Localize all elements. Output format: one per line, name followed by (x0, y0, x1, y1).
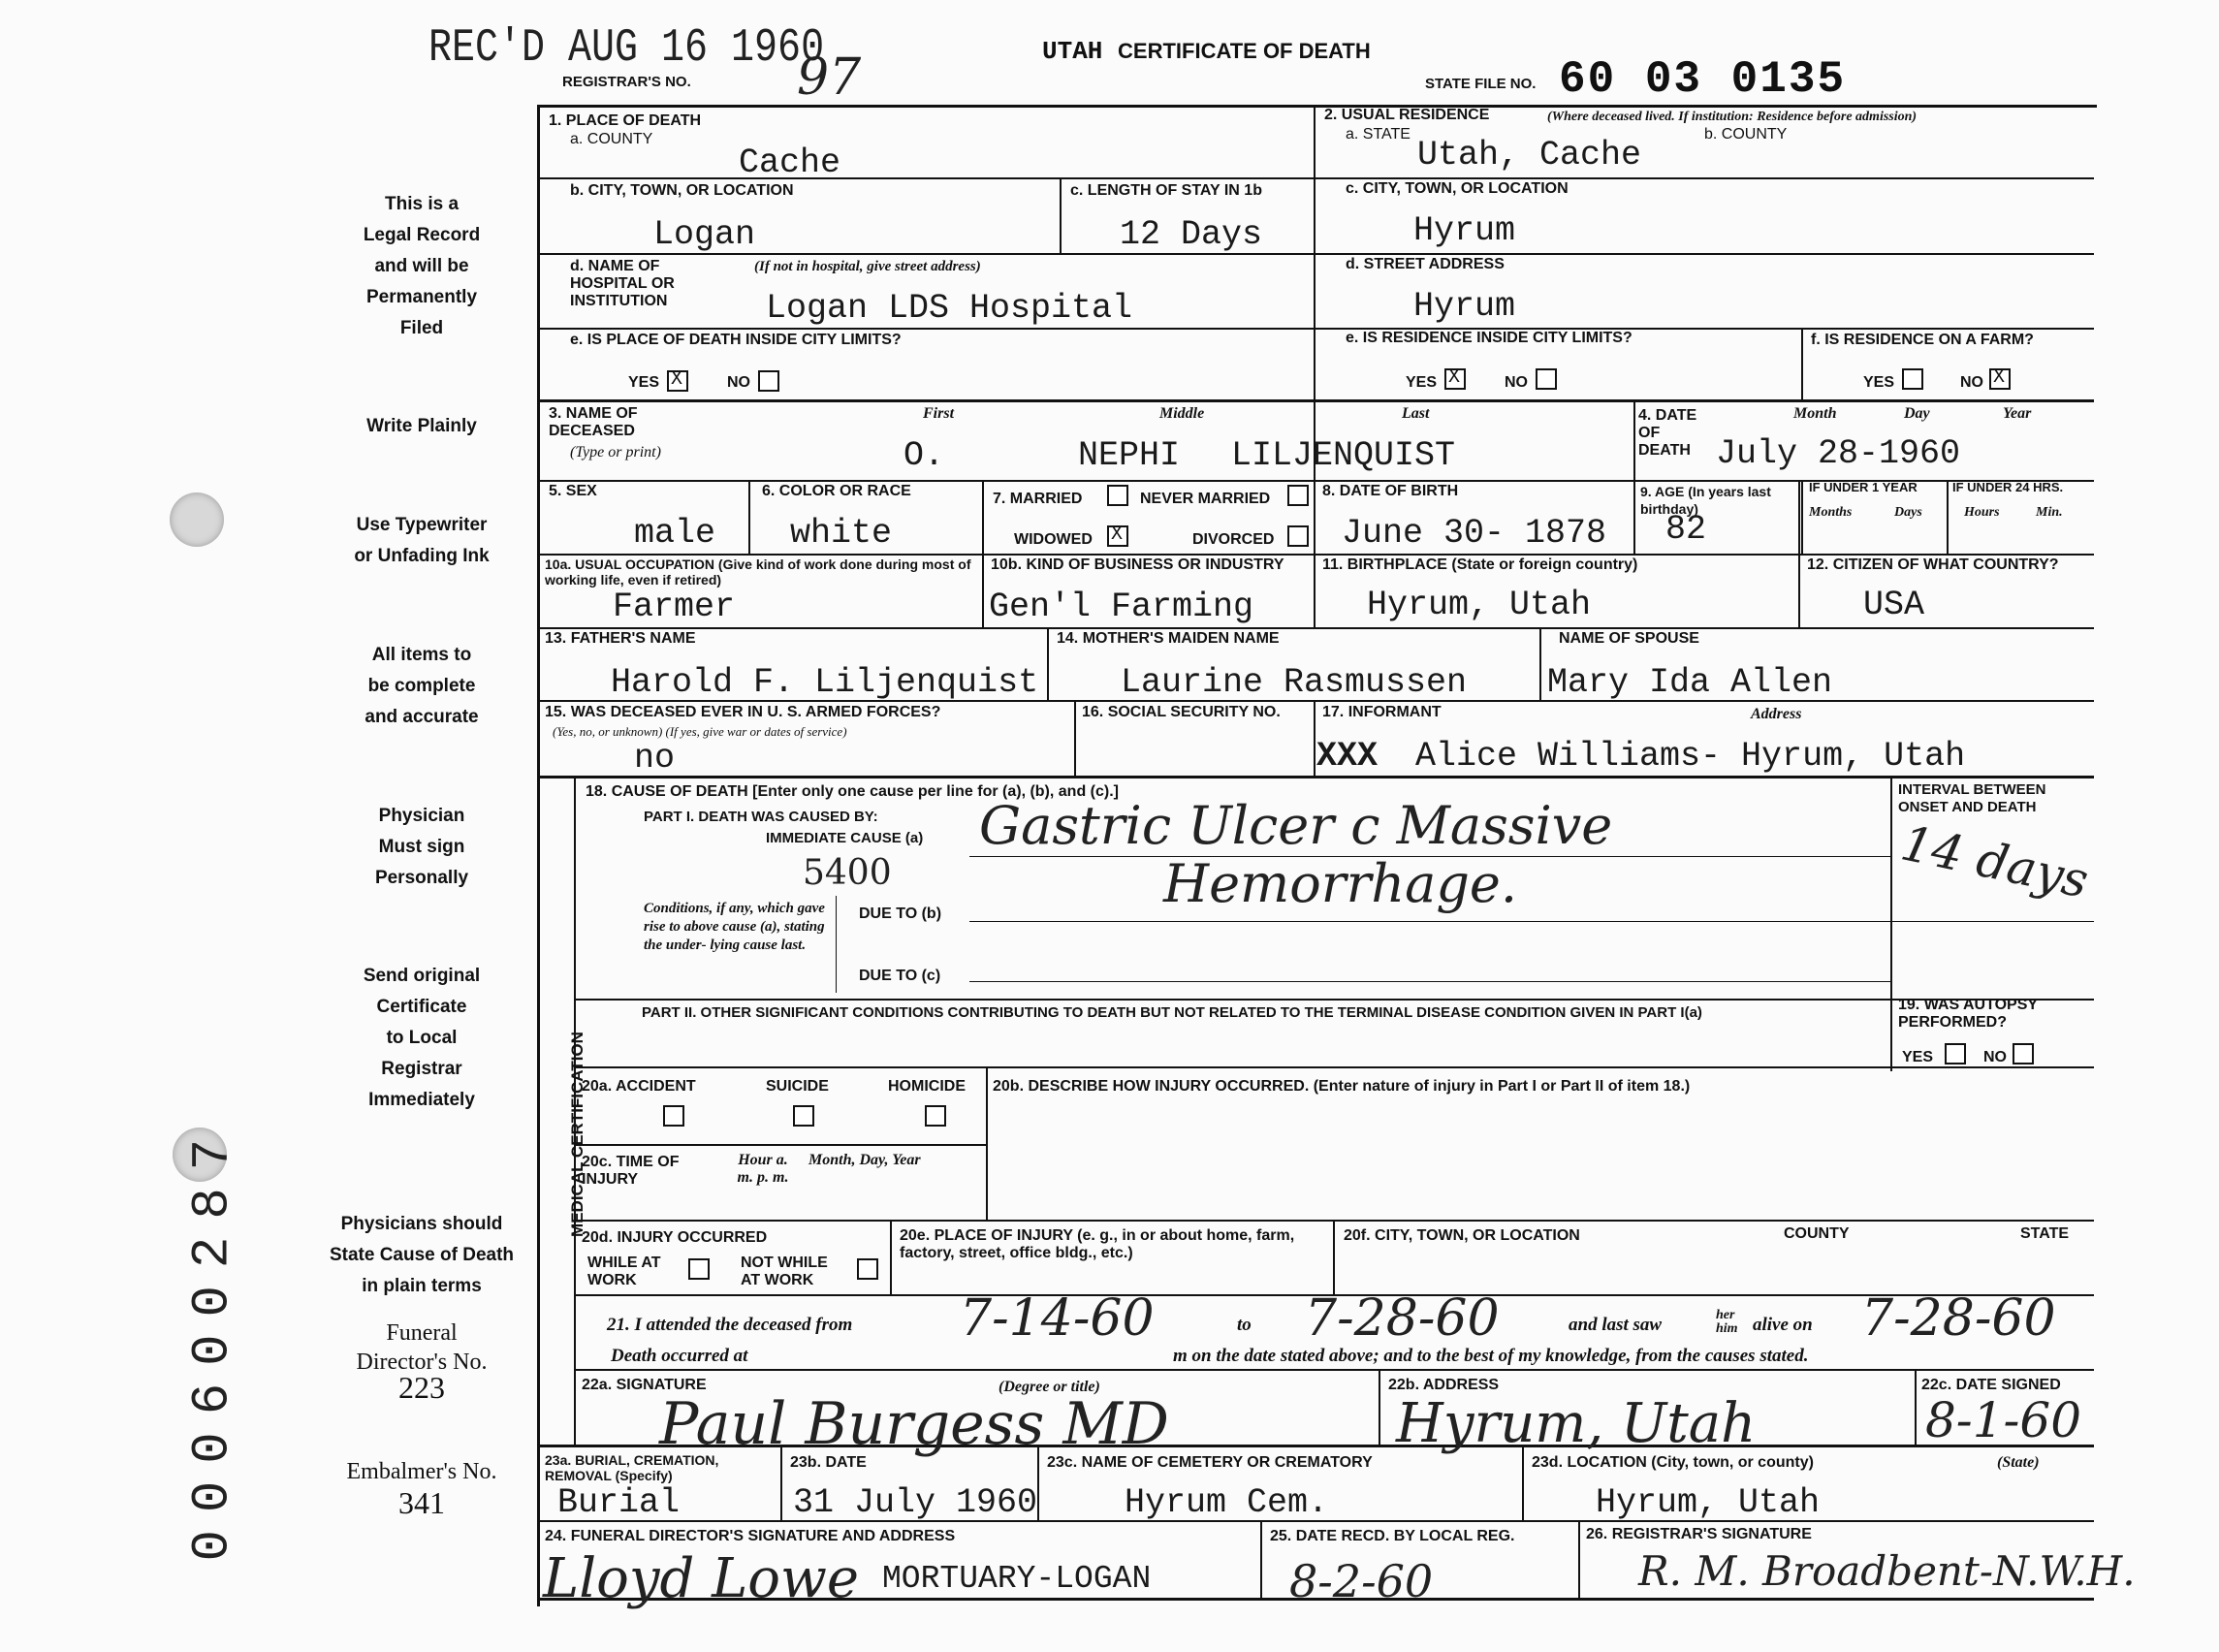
label-under-24-hours: IF UNDER 24 HRS. (1952, 480, 2064, 494)
label-time-of-injury: 20c. TIME OF INJURY (582, 1154, 680, 1188)
no-label: NO (1505, 374, 1528, 391)
label-months: Months (1809, 505, 1853, 520)
value-armed-forces: no (634, 739, 676, 778)
value-informant: Alice Williams- Hyrum, Utah (1415, 737, 1966, 776)
label-while-at-work: WHILE AT WORK (587, 1255, 661, 1288)
label-first: First (923, 405, 955, 422)
checkbox-accident[interactable] (663, 1105, 684, 1127)
yes-label: YES (1406, 374, 1438, 391)
label-cemetery: 23c. NAME OF CEMETERY OR CREMATORY (1047, 1454, 1373, 1471)
value-middle-name: NEPHI (1078, 436, 1181, 475)
value-date-of-birth: June 30- 1878 (1342, 514, 1607, 553)
label-divorced: DIVORCED (1192, 531, 1275, 548)
checkbox-never-married[interactable] (1287, 485, 1309, 506)
value-cause-code: 5400 (803, 853, 892, 893)
value-funeral-director-signature: Lloyd Lowe (543, 1547, 860, 1610)
value-burial: Burial (557, 1483, 681, 1522)
value-physician-address: Hyrum, Utah (1396, 1392, 1757, 1455)
embalmer-label: Embalmer's No. (346, 1459, 497, 1484)
checkbox-autopsy-no[interactable] (2013, 1043, 2034, 1064)
value-last-saw: 7-28-60 (1861, 1289, 2056, 1348)
sidebar-write-plainly: Write Plainly (366, 416, 477, 436)
funeral-director-no: 223 (398, 1370, 445, 1405)
label-death-occurred-statement: m on the date stated above; and to the best of my knowledge, from the causes stated. (1173, 1346, 1809, 1366)
checkbox-inside-limits-yes[interactable]: X (667, 370, 688, 392)
vertical-document-number: 000600287 (183, 1121, 243, 1562)
label-age: 9. AGE (In years last birthday) (1640, 484, 1771, 517)
label-suicide: SUICIDE (766, 1078, 829, 1095)
label-part-2: PART II. OTHER SIGNIFICANT CONDITIONS CONTRIBUTING TO DEATH BUT NOT RELATED TO THE TERMINAL DISEASE CONDITION GIVEN IN PART I(a) (642, 1004, 1702, 1021)
label-street-address: d. STREET ADDRESS (1346, 256, 1505, 272)
label-place-of-injury: 20e. PLACE OF INJURY (e. g., in or about home, farm, factory, street, office bldg., etc.) (900, 1227, 1295, 1261)
label-spouse: NAME OF SPOUSE (1559, 630, 1699, 647)
label-injury-city: 20f. CITY, TOWN, OR LOCATION (1344, 1227, 1580, 1244)
label-birthplace: 11. BIRTHPLACE (State or foreign country) (1322, 556, 1638, 573)
label-burial: 23a. BURIAL, CREMATION, REMOVAL (Specify) (545, 1452, 719, 1483)
label-informant: 17. INFORMANT (1322, 704, 1442, 720)
checkbox-widowed[interactable]: X (1107, 525, 1128, 547)
value-burial-date: 31 July 1960 (793, 1483, 1038, 1522)
label-length-of-stay: c. LENGTH OF STAY IN 1b (1070, 182, 1262, 199)
label-residence-note: (Where deceased lived. If institution: Residence before admission) (1547, 110, 1918, 124)
label-cause-of-death: 18. CAUSE OF DEATH [Enter only one cause per line for (a), (b), and (c).] (586, 783, 1119, 800)
checkbox-not-while-at-work[interactable] (857, 1258, 878, 1280)
label-res-county: b. COUNTY (1704, 126, 1788, 143)
label-married: 7. MARRIED (993, 491, 1083, 507)
label-business: 10b. KIND OF BUSINESS OR INDUSTRY (991, 556, 1284, 573)
label-hospital-note: (If not in hospital, give street address) (754, 259, 981, 274)
value-attended-to: 7-28-60 (1305, 1289, 1500, 1348)
label-injury-occurred: 20d. INJURY OCCURRED (582, 1229, 768, 1246)
label-widowed: WIDOWED (1014, 531, 1093, 548)
label-inside-city-limits: e. IS PLACE OF DEATH INSIDE CITY LIMITS? (570, 332, 902, 348)
value-occupation: Farmer (613, 588, 736, 626)
value-informant-strike: XXX (1316, 737, 1379, 776)
value-spouse: Mary Ida Allen (1547, 663, 1833, 702)
label-county: a. COUNTY (570, 131, 653, 147)
label-him-her: her him (1716, 1308, 1738, 1336)
value-mother: Laurine Rasmussen (1121, 663, 1468, 702)
label-homicide: HOMICIDE (888, 1078, 966, 1095)
label-day: Day (1904, 405, 1930, 422)
registrar-no-label: REGISTRAR'S NO. (562, 74, 691, 90)
label-race: 6. COLOR OR RACE (762, 483, 911, 499)
label-middle: Middle (1159, 405, 1205, 422)
label-armed-forces-note: (Yes, no, or unknown) (If yes, give war or dates of service) (553, 724, 847, 739)
label-physician-address: 22b. ADDRESS (1388, 1377, 1500, 1393)
label-citizen: 12. CITIZEN OF WHAT COUNTRY? (1807, 556, 2059, 573)
value-cemetery: Hyrum Cem. (1125, 1483, 1329, 1522)
label-never-married: NEVER MARRIED (1140, 491, 1271, 507)
value-date-received: 8-2-60 (1289, 1555, 1434, 1607)
state-file-no: 60 03 0135 (1559, 54, 1847, 105)
state-file-label: STATE FILE NO. (1425, 76, 1537, 92)
label-physician-signature: 22a. SIGNATURE (582, 1377, 707, 1393)
label-hour: Hour a. m. p. m. (737, 1152, 789, 1186)
label-last: Last (1402, 405, 1430, 422)
label-under-1-year: IF UNDER 1 YEAR (1809, 480, 1918, 494)
value-age: 82 (1665, 510, 1707, 549)
checkbox-res-inside-no[interactable] (1536, 368, 1557, 390)
label-month-day-year: Month, Day, Year (808, 1152, 921, 1168)
label-burial-state: (State) (1997, 1454, 2040, 1471)
label-not-while-at-work: NOT WHILE AT WORK (741, 1255, 828, 1288)
label-injury-county: COUNTY (1784, 1225, 1850, 1242)
label-mother: 14. MOTHER'S MAIDEN NAME (1057, 630, 1280, 647)
label-burial-location: 23d. LOCATION (City, town, or county) (1532, 1454, 1814, 1471)
label-place-of-death: 1. PLACE OF DEATH (549, 112, 702, 129)
label-death-occurred-at: Death occurred at (611, 1346, 748, 1366)
label-res-state: a. STATE (1346, 126, 1411, 143)
no-label: NO (1960, 374, 1983, 391)
sidebar-typewriter: Use Typewriter or Unfading Ink (354, 515, 490, 566)
value-mortuary: MORTUARY-LOGAN (882, 1561, 1152, 1597)
yes-label: YES (628, 374, 660, 391)
label-medical-certification: MEDICAL CERTIFICATION (568, 1032, 586, 1237)
label-interval: INTERVAL BETWEEN ONSET AND DEATH (1898, 781, 2046, 815)
value-burial-location: Hyrum, Utah (1596, 1483, 1821, 1522)
label-due-to-b: DUE TO (b) (859, 905, 942, 922)
label-autopsy: 19. WAS AUTOPSY PERFORMED? (1898, 997, 2038, 1031)
label-to: to (1237, 1315, 1252, 1335)
label-name-deceased: 3. NAME OF DECEASED (549, 405, 638, 439)
label-type-or-print: (Type or print) (570, 444, 661, 461)
value-cause-2: Hemorrhage. (1163, 853, 1518, 914)
label-hospital: d. NAME OF HOSPITAL OR INSTITUTION (570, 258, 675, 309)
label-last-saw: and last saw (1569, 1315, 1663, 1335)
checkbox-while-at-work[interactable] (688, 1258, 710, 1280)
value-business: Gen'l Farming (989, 588, 1254, 626)
checkbox-married[interactable] (1107, 485, 1128, 506)
embalmer-no: 341 (398, 1485, 445, 1520)
punch-hole (170, 492, 224, 547)
value-registrar-signature: R. M. Broadbent-N.W.H. (1638, 1547, 2136, 1595)
label-due-to-c: DUE TO (c) (859, 968, 941, 984)
value-attended-from: 7-14-60 (960, 1289, 1155, 1348)
value-cause: Gastric Ulcer c Massive (979, 795, 1613, 856)
sidebar-physician: Physician Must sign Personally (374, 806, 469, 888)
label-date-received: 25. DATE RECD. BY LOCAL REG. (1270, 1528, 1515, 1544)
sidebar-send: Send original Certificate to Local Registrar Immediately (363, 966, 481, 1110)
label-injury-state: STATE (2020, 1225, 2070, 1242)
value-county: Cache (739, 143, 841, 182)
label-usual-residence: 2. USUAL RESIDENCE (1324, 107, 1490, 123)
checkbox-autopsy-yes[interactable] (1945, 1043, 1966, 1064)
label-father: 13. FATHER'S NAME (545, 630, 696, 647)
value-first-name: O. (903, 436, 945, 475)
label-funeral-director: 24. FUNERAL DIRECTOR'S SIGNATURE AND ADDRESS (545, 1528, 956, 1544)
label-burial-date: 23b. DATE (790, 1454, 867, 1471)
sidebar-complete: All items to be complete and accurate (365, 645, 479, 727)
certificate-title: UTAH CERTIFICATE OF DEATH (1042, 37, 1371, 66)
no-label: NO (727, 374, 750, 391)
yes-label: YES (1863, 374, 1895, 391)
value-date-of-death: July 28-1960 (1716, 434, 1961, 473)
label-social-security: 16. SOCIAL SECURITY NO. (1082, 704, 1281, 720)
label-month: Month (1793, 405, 1837, 422)
no-label: NO (1983, 1049, 2007, 1065)
funeral-director-label: Funeral Director's No. (356, 1320, 488, 1375)
sidebar-plain-terms: Physicians should State Cause of Death in plain terms (329, 1214, 515, 1296)
label-degree-title: (Degree or title) (999, 1379, 1100, 1395)
value-residence-city: Hyrum (1413, 211, 1516, 250)
label-date-of-death: 4. DATE OF DEATH (1638, 407, 1697, 459)
value-citizen: USA (1863, 586, 1925, 624)
label-immediate-cause: IMMEDIATE CAUSE (a) (766, 830, 924, 846)
label-accident: 20a. ACCIDENT (582, 1078, 696, 1095)
checkbox-divorced[interactable] (1287, 525, 1309, 547)
checkbox-res-inside-yes[interactable]: X (1444, 368, 1466, 390)
registrar-no: 97 (797, 48, 862, 107)
value-length-of-stay: 12 Days (1120, 215, 1263, 254)
checkbox-suicide[interactable] (793, 1105, 814, 1127)
label-min: Min. (2036, 505, 2063, 520)
value-race: white (790, 514, 893, 553)
label-days: Days (1894, 505, 1922, 520)
value-father: Harold F. Liljenquist (611, 663, 1039, 702)
label-registrar-signature: 26. REGISTRAR'S SIGNATURE (1586, 1526, 1812, 1542)
value-last-name: LILJENQUIST (1231, 436, 1456, 475)
label-date-of-birth: 8. DATE OF BIRTH (1322, 483, 1459, 499)
label-part-1: PART I. DEATH WAS CAUSED BY: (644, 809, 878, 825)
label-alive-on: alive on (1753, 1315, 1813, 1335)
value-residence-state-county: Utah, Cache (1417, 136, 1642, 175)
label-occupation: 10a. USUAL OCCUPATION (Give kind of work done during most of working life, even if retired) (545, 556, 971, 588)
value-hospital: Logan LDS Hospital (766, 289, 1133, 328)
received-stamp: REC'D AUG 16 1960 (428, 22, 825, 76)
label-year: Year (2003, 405, 2032, 422)
label-armed-forces: 15. WAS DECEASED EVER IN U. S. ARMED FORCES? (545, 704, 941, 720)
label-residence-inside-limits: e. IS RESIDENCE INSIDE CITY LIMITS? (1346, 330, 1633, 346)
value-city: Logan (653, 215, 756, 254)
value-birthplace: Hyrum, Utah (1367, 586, 1592, 624)
checkbox-homicide[interactable] (925, 1105, 946, 1127)
value-sex: male (634, 514, 716, 553)
label-hours: Hours (1964, 505, 2000, 520)
checkbox-farm-yes[interactable] (1902, 368, 1923, 390)
label-on-farm: f. IS RESIDENCE ON A FARM? (1811, 332, 2034, 348)
label-city: b. CITY, TOWN, OR LOCATION (570, 182, 794, 199)
label-conditions: Conditions, if any, which gave rise to above cause (a), stating the under- lying cause last. (644, 901, 825, 953)
yes-label: YES (1902, 1049, 1934, 1065)
label-date-signed: 22c. DATE SIGNED (1921, 1377, 2061, 1393)
label-informant-address: Address (1751, 706, 1802, 722)
label-attended-from: 21. I attended the deceased from (607, 1315, 853, 1335)
value-date-signed: 8-1-60 (1925, 1392, 2082, 1448)
value-street-address: Hyrum (1413, 287, 1516, 326)
label-res-city: c. CITY, TOWN, OR LOCATION (1346, 180, 1569, 197)
checkbox-inside-limits-no[interactable] (758, 370, 779, 392)
checkbox-farm-no[interactable]: X (1989, 368, 2011, 390)
label-describe-injury: 20b. DESCRIBE HOW INJURY OCCURRED. (Enter nature of injury in Part I or Part II of item 18.) (993, 1078, 1691, 1095)
sidebar-legal-record: This is a Legal Record and will be Permanently Filed (363, 194, 481, 338)
label-sex: 5. SEX (549, 483, 597, 499)
value-physician-signature: Paul Burgess MD (659, 1390, 1169, 1458)
value-interval: 14 days (1896, 814, 2094, 909)
